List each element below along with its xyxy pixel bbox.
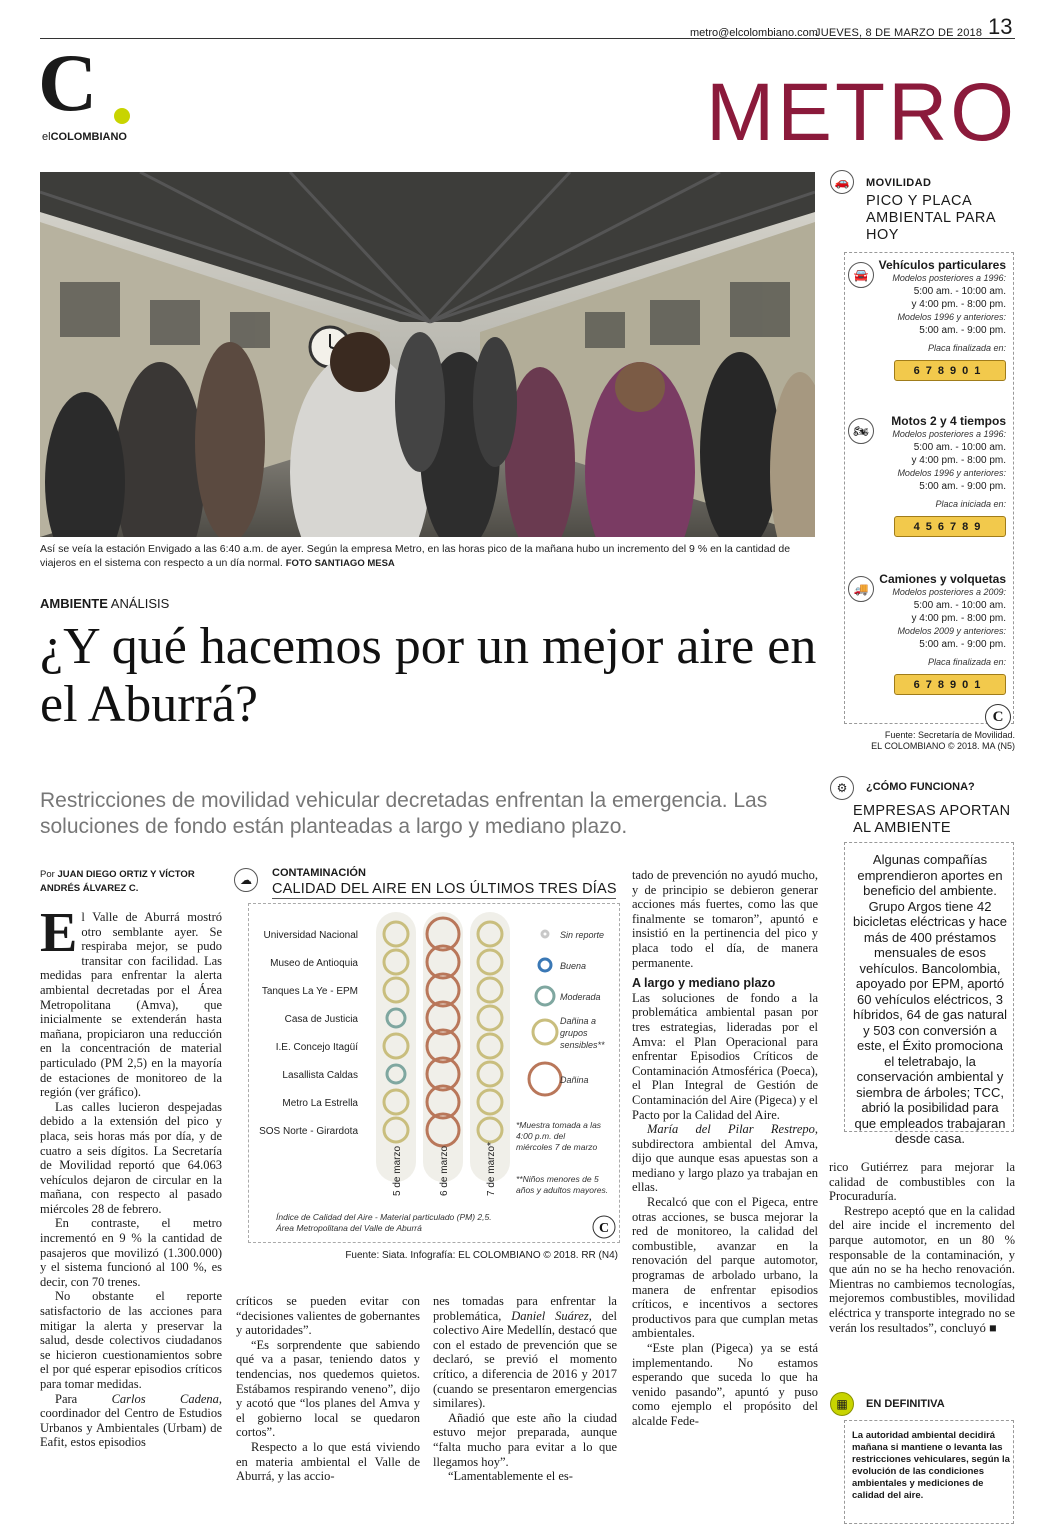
paragraph: Añadió que este año la ciudad estuvo mejor preparada, aunque “falta mucho para evitar a lo que llegamos hoy”. [433, 1410, 617, 1469]
time-range: 5:00 am. - 9:00 pm. [919, 639, 1006, 650]
headline: ¿Y qué hacemos por un mejor aire en el Aburrá? [40, 618, 817, 733]
motorcycle-icon: 🏍 [848, 418, 874, 444]
paragraph: “Este plan (Pigeca) ya se está implementando. No estamos esperando que suceda lo que ha venido pasando”, apuntó y puso como ejemplo el propósito del alcalde Fede- [632, 1341, 818, 1428]
sidebar-title: PICO Y PLACA AMBIENTAL PARA HOY [866, 193, 996, 243]
header-email[interactable]: metro@elcolombiano.com [690, 27, 818, 39]
article-column-5 [829, 1160, 1015, 1335]
chart-note: 4:00 p.m. del [516, 1131, 566, 1141]
photo-metro-station [40, 172, 815, 537]
station-label: I.E. Concejo Itagüí [275, 1042, 358, 1053]
cloud-icon: ☁ [234, 868, 258, 892]
legend-marker [536, 987, 554, 1005]
station-label: Lasallista Caldas [282, 1070, 358, 1081]
paragraph: En contraste, el metro incrementó en 9 % la cantidad de pasajeros que movilizó (1.300.000) y el sistema funcionó al 100 %, es decir, con 70 trenes. [40, 1216, 222, 1289]
sidebar-source: Fuente: Secretaría de Movilidad. EL COLOMBIANO © 2018. MA (N5) [871, 730, 1015, 751]
paragraph: Recalcó que con el Pigeca, entre otras acciones, se busca mejorar la red de monitoreo, la calidad del combustible, avanzar en la renovación del parque automotor, programas de arbolado urbano, la manera de enfrentar episodios críticos, e incentivos a sectores productivos para que cumplan metas ambientales. [632, 1195, 818, 1341]
paragraph: críticos se pueden evitar con “decisiones valientes de gobernantes y autoridades”. [236, 1294, 420, 1338]
paragraph: Las calles lucieron despejadas debido a la extensión del pico y placa, seis horas más por día, y de cuatro a seis dígitos. La Secretaría de Movilidad reportó que 64.063 vehículos dejaron de circular en la mañana, con respecto al pasado miércoles 28 de febrero. [40, 1099, 222, 1216]
chart-note: miércoles 7 de marzo [516, 1142, 598, 1152]
sidebar-label: ¿CÓMO FUNCIONA? [866, 781, 975, 793]
car-icon: 🚗 [830, 170, 854, 194]
paragraph: nes tomadas para enfrentar la problemática, Daniel Suárez, del colectivo Aire Medellín, destacó que con el estado de prevención que se declaró, se previó el momento crítico, a diferencia de 2016 y 2017 (cuando se presentaron emergencias similares). [433, 1294, 617, 1411]
station-label: Metro La Estrella [282, 1098, 358, 1109]
legend-label: Sin reporte [560, 930, 605, 940]
sidebar-label: EN DEFINITIVA [866, 1398, 945, 1410]
photo-caption [40, 542, 815, 571]
legend-label: Moderada [560, 992, 601, 1002]
time-range: 5:00 am. - 10:00 am. [913, 286, 1006, 297]
paragraph: Respecto a lo que está viviendo en materia ambiental el Valle de Aburrá, y las accio- [236, 1439, 420, 1484]
car-icon: 🚘 [848, 262, 874, 288]
sidebar-text: La autoridad ambiental decidirá mañana si mantiene o levanta las restricciones vehiculares, según la evolución de las condiciones ambientales y mediciones de calidad del aire. [852, 1430, 1010, 1501]
paragraph: “Es sorprendente que sabiendo qué va a pasar, teniendo datos y tendencias, nos quedemos quietos. Estábamos respirando veneno”, dijo y acotó que “los planes del Amva y el gobierno local se quedaron cortos”. [236, 1337, 420, 1440]
legend-label: grupos [560, 1028, 588, 1038]
chart-footnote: Área Metropolitana del Valle de Aburrá [276, 1223, 422, 1233]
plate-label: Placa iniciada en: [935, 499, 1006, 509]
station-label: Tanques La Ye - EPM [261, 986, 358, 997]
chart-title: CALIDAD DEL AIRE EN LOS ÚLTIMOS TRES DÍAS [272, 881, 617, 897]
model-label: Modelos posteriores a 2009: [892, 587, 1006, 597]
time-range: y 4:00 pm. - 8:00 pm. [911, 299, 1006, 310]
plate-digits: 678901 [894, 674, 1006, 695]
paragraph: tado de prevención no ayudó mucho, y de principio se debieron generar acciones más fuertes, como las que finalmente se tomaron”, apuntó e insistió en la pertinencia del pico y placa todo el día, de manera permanente. [632, 868, 818, 970]
article-column-2 [236, 1294, 420, 1484]
logo-name: COLOMBIANO [50, 131, 127, 143]
article-column-3 [433, 1294, 617, 1484]
subheadline: Restricciones de movilidad vehicular decretadas enfrentan la emergencia. Las soluciones de fondo están planteadas a largo y mediano plazo. [40, 789, 768, 838]
legend-marker [539, 959, 551, 971]
station-label: SOS Norte - Girardota [259, 1126, 358, 1137]
chart-note: años y adultos mayores. [516, 1185, 609, 1195]
paragraph: María del Pilar Restrepo, subdirectora ambiental del Amva, dijo que aunque esas apuestas son a mediano y largo plazo ya trabajan en ellas. [632, 1122, 818, 1195]
legend-marker [533, 1020, 557, 1044]
logo-badge-letter: C [598, 1221, 610, 1236]
date-label: 7 de marzo* [486, 1142, 497, 1196]
quoted-name: María del Pilar Restrepo [647, 1122, 815, 1137]
sidebar-label: MOVILIDAD [866, 177, 932, 189]
time-range: y 4:00 pm. - 8:00 pm. [911, 613, 1006, 624]
paragraph: No obstante el reporte satisfactorio de las acciones para mitigar la alerta y preservar la salud, desde colectivos ciudadanos se hicieron cuestionamientos sobre el por qué esperar episodios críticos para tomar medidas. [40, 1289, 222, 1391]
header-rule [40, 38, 1015, 39]
time-range: y 4:00 pm. - 8:00 pm. [911, 455, 1006, 466]
article-column-4 [632, 868, 818, 1429]
photo-credit: FOTO SANTIAGO MESA [285, 558, 395, 569]
quoted-name: Daniel Suárez [511, 1308, 589, 1323]
chart-title-rule [272, 898, 616, 899]
model-label: Modelos posteriores a 1996: [892, 273, 1006, 283]
logo-prefix: el [42, 131, 51, 143]
byline-prefix: Por [40, 869, 55, 880]
byline-authors: JUAN DIEGO ORTIZ Y VÍCTOR ANDRÉS ÁLVAREZ C. [40, 869, 195, 894]
station-label: Casa de Justicia [284, 1014, 358, 1025]
time-range: 5:00 am. - 9:00 pm. [919, 325, 1006, 336]
legend-marker [529, 1063, 561, 1095]
header-date: JUEVES, 8 DE MARZO DE 2018 [815, 27, 983, 39]
drop-cap: E [40, 902, 78, 964]
kicker-type: ANÁLISIS [110, 596, 170, 611]
article-column-1 [40, 902, 222, 1450]
truck-icon: 🚚 [848, 576, 874, 602]
quoted-name: Carlos Cadena [111, 1391, 219, 1406]
chart-label: CONTAMINACIÓN [272, 867, 366, 879]
caption-text: Así se veía la estación Envigado a las 6:40 a.m. de ayer. Según la empresa Metro, en las horas pico de la mañana hubo un incremento del 9 % en la cantidad de viajeros en el sistema con respecto a un día normal. [40, 543, 791, 569]
page-number: 13 [988, 14, 1013, 39]
kicker-section: AMBIENTE [40, 596, 108, 611]
time-range: 5:00 am. - 10:00 am. [913, 442, 1006, 453]
model-label: Modelos posteriores a 1996: [892, 429, 1006, 439]
plate-digits: 678901 [894, 360, 1006, 381]
chart-source: Fuente: Siata. Infografía: EL COLOMBIANO © 2018. RR (N4) [345, 1250, 618, 1261]
byline [40, 868, 220, 896]
air-quality-chart [252, 906, 618, 1240]
legend-label: Buena [560, 961, 587, 971]
logo-badge: C [985, 704, 1011, 730]
model-label: Modelos 2009 y anteriores: [897, 626, 1006, 636]
group-title: Vehículos particulares [878, 258, 1006, 272]
paragraph: “Lamentablemente el es- [448, 1469, 573, 1484]
plate-label: Placa finalizada en: [927, 343, 1006, 353]
date-label: 5 de marzo [392, 1145, 403, 1196]
station-label: Universidad Nacional [263, 930, 358, 941]
legend-label: Dañina [560, 1075, 589, 1085]
group-title: Motos 2 y 4 tiempos [891, 414, 1006, 428]
time-range: 5:00 am. - 9:00 pm. [919, 481, 1006, 492]
kicker [40, 596, 169, 611]
paragraph: l Valle de Aburrá mostró otro semblante ayer. Se respiraba mejor, se pudo transitar con facilidad. Las medidas para enfrentar la alerta ambiental decretadas por el Área Metropolitana (Amva), que inicialmente se extenderán hasta mañana, propiciaron una reducción en la concentración de material particulado (PM 2,5) en la mayoría de estaciones de monitoreo de la región (ver gráfico). [40, 910, 222, 1100]
time-range: 5:00 am. - 10:00 am. [913, 600, 1006, 611]
chart-note: *Muestra tomada a las [516, 1120, 602, 1130]
plate-label: Placa finalizada en: [927, 657, 1006, 667]
gears-icon: ⚙ [830, 776, 854, 800]
chart-note: **Niños menores de 5 [516, 1174, 599, 1184]
legend-label: Dañina a [560, 1016, 597, 1026]
legend-label: sensibles** [560, 1040, 605, 1050]
logo-dot [114, 108, 130, 124]
sidebar-title: EMPRESAS APORTAN AL AMBIENTE [853, 803, 1011, 836]
legend-marker [542, 931, 548, 937]
group-title: Camiones y volquetas [879, 572, 1006, 586]
paragraph: Las soluciones de fondo a la problemática ambiental pasan por tres estrategias, lideradas por el Amva: el Plan Operacional para enfrentar Episodios Críticos de Contaminación Atmosférica (Poeca), el Plan Integral de Gestión de Contaminación del Aire (Pigeca) y el Pacto por la Calidad del Aire. [632, 990, 818, 1122]
paragraph: Para Carlos Cadena, coordinador del Centro de Estudios Urbanos y Ambientales (Urbam) de Eafit, estos episodios [40, 1391, 222, 1450]
paragraph: Restrepo aceptó que en la calidad del aire incide el incremento del parque automotor, en un 80 % responsable de la contaminación, y que aún no se ha hecho renovación. Mientras no cambiemos tecnologías, mejoremos combustibles, movilidad eléctrica y transporte integrado no se verán los resultados”, concluyó ■ [829, 1203, 1015, 1335]
station-label: Museo de Antioquia [270, 958, 358, 969]
chart-footnote: Índice de Calidad del Aire - Material particulado (PM) 2,5. [276, 1212, 492, 1222]
model-label: Modelos 1996 y anteriores: [897, 468, 1006, 478]
photo-illustration [40, 172, 815, 537]
plate-digits: 456789 [894, 516, 1006, 537]
sidebar-text: Algunas compañías emprendieron aportes en beneficio del ambiente. Grupo Argos tiene 42 bicicletas eléctricas y hace más de 400 préstamos mensuales de esos vehículos. Bancolombia, apoyado por EPM, aportó 60 vehículos eléctricos, 3 híbridos, 64 de gas natural y 503 con conversión a este, el Éxito promociona el teletrabajo, la conservación ambiental y siembra de árboles; TCC, abrió la posibilidad para que empleados trabajaran desde casa. [853, 852, 1007, 1146]
paragraph: rico Gutiérrez para mejorar la calidad de combustibles con la Procuraduría. [829, 1160, 1015, 1204]
section-title: METRO [706, 67, 1018, 158]
logo-wordmark [42, 131, 127, 143]
subheading: A largo y mediano plazo [632, 976, 776, 991]
logo-letter: C [38, 37, 98, 128]
checkered-icon: ▦ [830, 1392, 854, 1416]
date-label: 6 de marzo [439, 1145, 450, 1196]
model-label: Modelos 1996 y anteriores: [897, 312, 1006, 322]
